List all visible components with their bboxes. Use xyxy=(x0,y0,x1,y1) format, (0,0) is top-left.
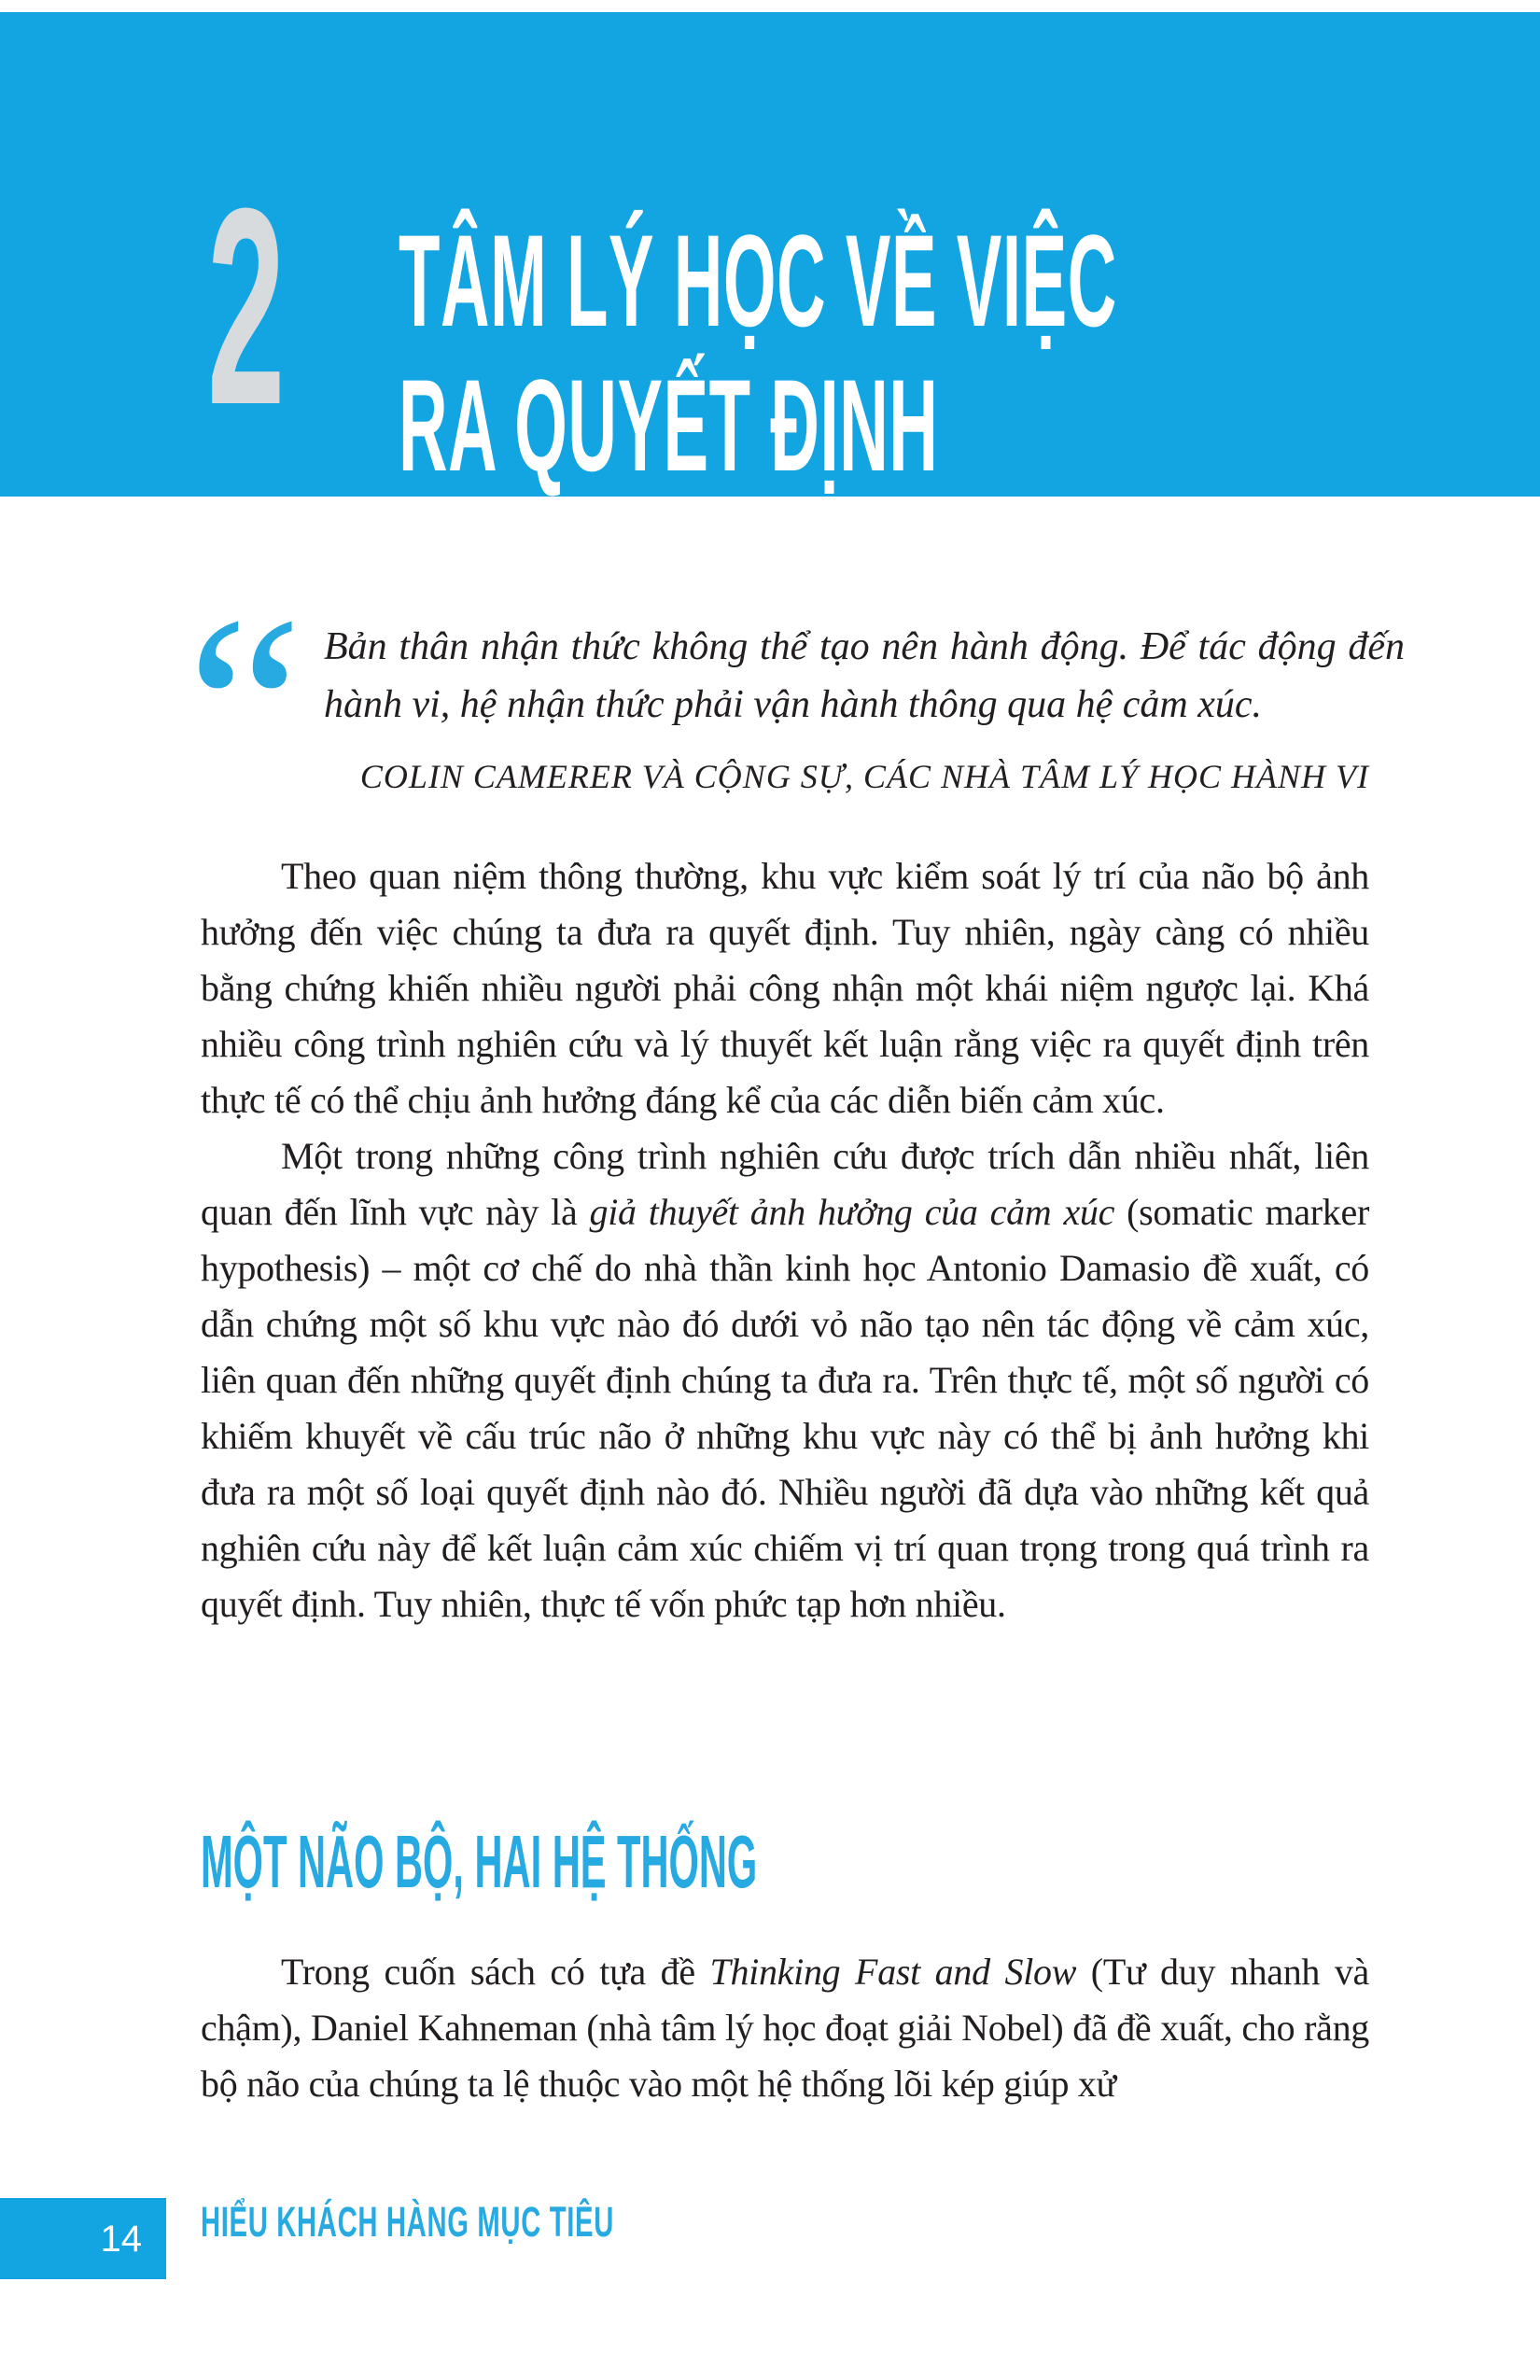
paragraph xyxy=(201,1944,1369,2112)
italic-phrase: giả thuyết ảnh hưởng của cảm xúc xyxy=(589,1191,1115,1233)
section-paragraphs xyxy=(201,1944,1369,2112)
epigraph-quote: Bản thân nhận thức không thể tạo nên hành động. Để tác động đến hành vi, hệ nhận thức phải vận hành thông qua hệ cảm xúc. xyxy=(324,625,1405,726)
section-heading: MỘT NÃO BỘ, HAI HỆ THỐNG xyxy=(201,1820,758,1903)
page-number: 14 xyxy=(100,2218,142,2260)
book-page: 2 TÂM LÝ HỌC VỀ VIỆC RA QUYẾT ĐỊNH “ Bản thân nhận thức không thể tạo nên hành động. Để tác động đến hành vi, hệ nhận thức phải vận hành thông qua hệ cảm xúc. COLIN CAMERER VÀ CỘNG SỰ, CÁC NHÀ TÂM LÝ HỌC HÀNH VI Theo quan niệm thông thường, khu vực kiểm soát lý trí của não bộ ảnh hưởng đến việc chúng ta đưa ra quyết định. Tuy nhiên, ngày càng có nhiều bằng chứng khiến nhiều người phải công nhận một khái niệm ngược lại. Khá nhiều công trình nghiên cứu và lý thuyết kết luận rằng việc ra quyết định trên thực tế có thể chịu ảnh hưởng đáng kể của các diễn biến cảm xúc. Một trong những công trình nghiên cứu được trích dẫn nhiều nhất, liên quan đến lĩnh vực này là giả thuyết ảnh hưởng của cảm xúc (somatic marker hypothesis) – một cơ chế do nhà thần kinh học Antonio Damasio đề xuất, có dẫn chứng một số khu vực nào đó dưới vỏ não tạo nên tác động về cảm xúc, liên quan đến những quyết định chúng ta đưa ra. Trên thực tế, một số người có khiếm khuyết về cấu trúc não ở những khu vực này có thể bị ảnh hưởng khi đưa ra một số loại quyết định nào đó. Nhiều người đã dựa vào những kết quả nghiên cứu này để kết luận cảm xúc chiếm vị trí quan trọng trong quá trình ra quyết định. Tuy nhiên, thực tế vốn phức tạp hơn nhiều. MỘT NÃO BỘ, HAI HỆ THỐNG Trong cuốn sách có tựa đề Thinking Fast and Slow (Tư duy nhanh và chậm), Daniel Kahneman (nhà tâm lý học đoạt giải Nobel) đã đề xuất, cho rằng bộ não của chúng ta lệ thuộc vào một hệ thống lõi kép giúp xử 14 HIỂU KHÁCH HÀNG MỤC TIÊU xyxy=(0,0,1540,2380)
paragraph xyxy=(201,1128,1369,1632)
chapter-title-line-2: RA QUYẾT ĐỊNH xyxy=(399,352,939,498)
text-run: Theo quan niệm thông thường, khu vực kiểm soát lý trí của não bộ ảnh hưởng đến việc chúng ta đưa ra quyết định. Tuy nhiên, ngày càng có nhiều bằng chứng khiến nhiều người phải công nhận một khái niệm ngược lại. Khá nhiều công trình nghiên cứu và lý thuyết kết luận rằng việc ra quyết định trên thực tế có thể chịu ảnh hưởng đáng kể của các diễn biến cảm xúc. xyxy=(201,855,1369,1121)
text-run: Trong cuốn sách có tựa đề xyxy=(281,1951,710,1993)
paragraph xyxy=(201,848,1369,1128)
chapter-number: 2 xyxy=(207,149,286,463)
quote-attribution: COLIN CAMERER VÀ CỘNG SỰ, CÁC NHÀ TÂM LÝ HỌC HÀNH VI xyxy=(359,758,1369,795)
text-run: (somatic marker hypothesis) – một cơ chế do nhà thần kinh học Antonio Damasio đề xuất, có dẫn chứng một số khu vực nào đó dưới vỏ não tạo nên tác động về cảm xúc, liên quan đến những quyết định chúng ta đưa ra. Trên thực tế, một số người có khiếm khuyết về cấu trúc não ở những khu vực này có thể bị ảnh hưởng khi đưa ra một số loại quyết định nào đó. Nhiều người đã dựa vào những kết quả nghiên cứu này để kết luận cảm xúc chiếm vị trí quan trọng trong quá trình ra quyết định. Tuy nhiên, thực tế vốn phức tạp hơn nhiều. xyxy=(201,1191,1369,1625)
chapter-title-line-1: TÂM LÝ HỌC VỀ VIỆC xyxy=(399,207,1117,354)
body-paragraphs xyxy=(201,848,1369,1632)
text-run: Một trong những công trình nghiên cứu được trích dẫn nhiều nhất, liên quan đến lĩnh vực này là xyxy=(201,1135,1369,1233)
text-run: (Tư duy nhanh và chậm), Daniel Kahneman (nhà tâm lý học đoạt giải Nobel) đã đề xuất, cho rằng bộ não của chúng ta lệ thuộc vào một hệ thống lõi kép giúp xử xyxy=(201,1951,1369,2105)
page-number-band xyxy=(0,2198,166,2279)
chapter-header-band xyxy=(0,12,1540,497)
italic-phrase: Thinking Fast and Slow xyxy=(709,1951,1077,1993)
running-title: HIỂU KHÁCH HÀNG MỤC TIÊU xyxy=(201,2198,614,2246)
